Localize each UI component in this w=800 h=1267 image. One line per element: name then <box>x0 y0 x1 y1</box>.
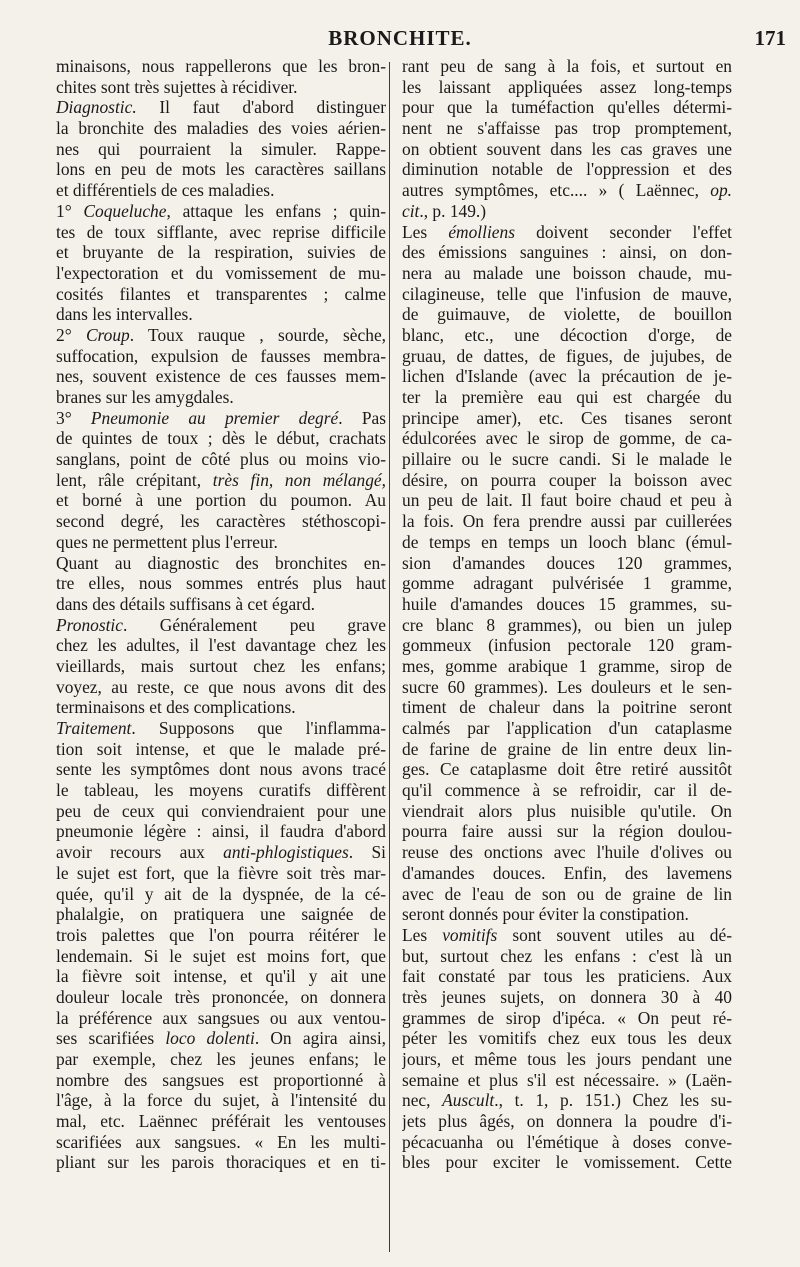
text-run: pour que la tuméfaction qu'elles détermi- <box>402 97 732 118</box>
text-line <box>56 1132 386 1153</box>
text-run: par exemple, chez les jeunes enfans; le <box>56 1049 386 1069</box>
text-line <box>56 511 386 532</box>
text-run: . Généralement peu grave <box>122 614 386 635</box>
text-run: jours, et même tous les jours pendant une <box>402 1049 732 1069</box>
text-run: anti-phlogistiques <box>223 842 349 863</box>
text-run: Traitement <box>56 718 132 738</box>
text-line <box>402 366 732 387</box>
text-run: le tableau, les moyens curatifs diffèrent <box>56 780 386 801</box>
text-line <box>402 1070 732 1091</box>
text-line <box>402 1152 732 1173</box>
text-run: rant peu de sang à la fois, et surtout en <box>402 56 732 76</box>
text-run: et bruyante de la respiration, suivies de <box>56 242 386 263</box>
text-run: le sujet est fort, que la fièvre soit très mar- <box>56 862 386 883</box>
text-line <box>56 553 386 574</box>
text-line <box>402 946 732 967</box>
text-line <box>402 801 732 822</box>
text-line <box>56 863 386 884</box>
text-run: chez les adultes, il l'est davantage chez les <box>56 635 386 656</box>
text-run: la bronchite des maladies des voies aérien- <box>56 118 386 139</box>
text-line <box>56 97 386 118</box>
text-run: lent, râle crépitant, <box>56 469 213 490</box>
text-line <box>402 97 732 118</box>
text-run: ques ne permettent plus l'erreur. <box>56 531 278 552</box>
text-run: et borné à une portion du poumon. Au <box>56 490 386 511</box>
text-line <box>56 697 386 718</box>
text-line <box>56 925 386 946</box>
text-line <box>402 1132 732 1153</box>
text-line <box>402 1090 732 1111</box>
text-line <box>402 449 732 470</box>
text-line <box>56 987 386 1008</box>
running-head: BRONCHITE. <box>328 26 472 50</box>
text-run: mal, etc. Laënnec préférait les ventouses <box>56 1111 386 1132</box>
text-run: l'expectoration et du vomissement de mu- <box>56 262 386 283</box>
text-line <box>402 118 732 139</box>
text-line <box>56 428 386 449</box>
text-run: mes, gomme arabique 1 gramme, sirop de <box>402 655 732 676</box>
text-line <box>56 739 386 760</box>
text-line <box>402 863 732 884</box>
text-line <box>56 180 386 201</box>
text-line <box>56 263 386 284</box>
text-run: pliant sur les parois thoraciques et en ti- <box>56 1152 386 1173</box>
text-line <box>56 284 386 305</box>
text-line <box>402 884 732 905</box>
text-run: cit <box>402 200 420 221</box>
text-line <box>56 573 386 594</box>
text-run: sont souvent utiles au dé- <box>497 924 732 945</box>
text-run: douleur locale très prononcée, on donnera <box>56 986 386 1007</box>
text-line <box>56 780 386 801</box>
text-run: qu'il commence à se refroidir, car il de- <box>402 780 732 801</box>
text-line <box>56 801 386 822</box>
text-run: chites sont très sujettes à récidiver. <box>56 76 298 97</box>
page-number: 171 <box>754 26 786 50</box>
text-run: reuse des onctions avec l'huile d'olives ou <box>402 842 732 863</box>
text-run: doivent seconder l'effet <box>514 221 732 242</box>
text-line <box>56 594 386 615</box>
text-line <box>402 304 732 325</box>
text-run: pourra faire aussi sur la région doulou- <box>402 821 732 842</box>
text-line <box>56 821 386 842</box>
text-line <box>402 56 732 77</box>
text-run: branes sur les amygdales. <box>56 387 234 407</box>
text-line <box>402 925 732 946</box>
text-run: second degré, les caractères stéthoscopi- <box>56 511 386 532</box>
text-run: vomitifs <box>442 924 498 945</box>
text-run: principe amer), etc. Ces tisanes seront <box>402 407 732 428</box>
text-run: Auscult <box>442 1090 495 1111</box>
text-line <box>402 553 732 574</box>
text-line <box>402 242 732 263</box>
text-run: sanglans, point de côté plus ou moins vio- <box>56 449 386 470</box>
text-run: semaine et plus s'il est nécessaire. » (Laën- <box>402 1069 732 1090</box>
text-run: émolliens <box>448 221 515 242</box>
text-line <box>402 677 732 698</box>
text-run: de temps en temps un looch blanc (émul- <box>402 531 732 552</box>
text-run: voyez, au reste, ce que nous avons dit des <box>56 676 386 697</box>
text-line <box>402 77 732 98</box>
text-run: . Supposons que l'inflamma- <box>131 718 386 738</box>
text-run: on obtient souvent dans les cas graves une <box>402 138 732 159</box>
text-line <box>402 263 732 284</box>
text-run: scarifiées aux sangsues. « En les multi- <box>56 1131 386 1152</box>
text-line <box>402 966 732 987</box>
text-line <box>56 718 386 739</box>
text-line <box>56 946 386 967</box>
text-run: 3° <box>56 407 91 428</box>
text-run: op. <box>710 180 732 201</box>
text-run: la préférence aux sangsues ou aux ventou- <box>56 1007 386 1028</box>
text-run: Les <box>402 924 443 945</box>
text-line <box>402 346 732 367</box>
text-line <box>402 821 732 842</box>
text-run: minaisons, nous rappellerons que les bron- <box>56 56 386 76</box>
text-line <box>56 56 386 77</box>
text-run: seront donnés pour éviter la constipation. <box>402 904 689 925</box>
text-run: nera au malade une boisson chaude, mu- <box>402 262 732 283</box>
text-run: tes de toux sifflante, avec reprise difficile <box>56 221 386 242</box>
text-line <box>402 987 732 1008</box>
text-line <box>402 284 732 305</box>
text-run: huile d'amandes douces 15 grammes, su- <box>402 593 732 614</box>
text-run: très jeunes sujets, on donnera 30 à 40 <box>402 986 732 1007</box>
left-column <box>56 56 386 1173</box>
text-line <box>402 1049 732 1070</box>
text-line <box>402 780 732 801</box>
text-run: des émissions sanguines : ainsi, on don- <box>402 242 732 263</box>
text-run: diminution notable de l'oppression et des <box>402 159 732 180</box>
text-run: ., t. 1, p. 151.) Chez les su- <box>494 1090 732 1111</box>
text-line <box>402 1008 732 1029</box>
text-run: sion d'amandes douces 120 grammes, <box>402 552 732 573</box>
text-run: peu de ceux qui conviendraient pour une <box>56 800 386 821</box>
text-line <box>402 842 732 863</box>
text-line <box>56 304 386 325</box>
text-line <box>402 1111 732 1132</box>
text-line <box>402 532 732 553</box>
text-line <box>402 470 732 491</box>
text-run: . Pas <box>338 407 386 428</box>
text-run: ges. Ce cataplasme doit être retiré aussitôt <box>402 759 732 780</box>
text-run: . Toux rauque , sourde, sèche, <box>129 324 386 345</box>
text-line <box>56 366 386 387</box>
text-run: gommeux (infusion pectorale 120 gram- <box>402 635 732 656</box>
text-run: trois palettes que l'on pourra réitérer le <box>56 924 386 945</box>
text-run: Diagnostic. <box>56 97 137 118</box>
text-run: vieillards, mais surtout chez les enfans; <box>56 655 386 676</box>
text-line <box>402 180 732 201</box>
text-run: avec de l'eau de son ou de graine de lin <box>402 883 732 904</box>
text-run: , attaque les enfans ; quin- <box>166 200 386 221</box>
text-line <box>56 1049 386 1070</box>
text-run: 2° <box>56 324 86 345</box>
text-run: suffocation, expulsion de fausses membra- <box>56 345 386 366</box>
text-line <box>56 677 386 698</box>
text-line <box>402 139 732 160</box>
text-run: bles pour exciter le vomissement. Cette <box>402 1152 732 1173</box>
text-line <box>56 1070 386 1091</box>
text-run: terminaisons et des complications. <box>56 697 296 718</box>
text-run: phalalgie, on pratiquera une saignée de <box>56 904 386 925</box>
text-run: de farine de graine de lin entre deux lin- <box>402 738 732 759</box>
text-line <box>56 159 386 180</box>
right-column <box>402 56 732 1173</box>
text-line <box>56 118 386 139</box>
text-run: édulcorées avec le sirop de gomme, de ca- <box>402 428 732 449</box>
text-line <box>56 387 386 408</box>
text-run: péter les vomitifs chez eux tous les deux <box>402 1028 732 1049</box>
text-run: nec, <box>402 1090 443 1111</box>
text-line <box>402 490 732 511</box>
text-run: de guimauve, de violette, de bouillon <box>402 304 732 325</box>
text-run: Pneumonie au premier degré <box>90 407 339 428</box>
text-run: , <box>381 469 386 490</box>
text-run: calmés par l'application d'un cataplasme <box>402 718 732 738</box>
text-line <box>402 573 732 594</box>
text-run: les laissant appliquées assez long-temps <box>402 76 732 97</box>
text-run: ter la première eau qui est chargée du <box>402 387 732 407</box>
text-line <box>56 1008 386 1029</box>
text-run: nent ne s'affaisse pas trop promptement, <box>402 118 732 139</box>
text-run: lons en peu de mots les caractères saillans <box>56 159 386 180</box>
text-run: Les <box>402 221 449 242</box>
text-run: nes, souvent existence de ces fausses mem- <box>56 366 386 387</box>
text-run: cre blanc 8 grammes), ou bien un julep <box>402 614 732 635</box>
text-line <box>56 77 386 98</box>
text-run: Coqueluche <box>83 200 167 221</box>
text-line <box>402 387 732 408</box>
text-run: Quant au diagnostic des bronchites en- <box>56 552 386 573</box>
text-line <box>56 904 386 925</box>
text-run: grammes de sirop d'ipéca. « On peut ré- <box>402 1007 732 1028</box>
text-run: blanc, etc., une décoction d'orge, de <box>402 324 732 345</box>
text-line <box>402 325 732 346</box>
text-line <box>402 759 732 780</box>
text-run: jets plus âgés, on donnera la poudre d'i- <box>402 1111 732 1132</box>
text-line <box>56 242 386 263</box>
text-run: 1° <box>56 200 84 221</box>
text-line <box>402 904 732 925</box>
text-line <box>56 966 386 987</box>
text-run: timent de chaleur dans la poitrine seront <box>402 697 732 718</box>
text-line <box>56 1152 386 1173</box>
text-run: ses scarifiées <box>56 1028 166 1049</box>
text-run: sucre 60 grammes). Les douleurs et le sen- <box>402 676 732 697</box>
text-line <box>402 1028 732 1049</box>
text-run: l'âge, à la force du sujet, à l'intensité du <box>56 1090 386 1111</box>
text-line <box>56 635 386 656</box>
text-line <box>56 615 386 636</box>
text-line <box>56 490 386 511</box>
text-line <box>56 842 386 863</box>
text-line <box>56 1111 386 1132</box>
text-run: ., p. 149.) <box>419 200 487 221</box>
text-line <box>402 428 732 449</box>
page-header <box>0 22 800 54</box>
text-run: sente les symptômes dont nous avons tracé <box>56 759 386 780</box>
text-run: lendemain. Si le sujet est moins fort, que <box>56 945 386 966</box>
text-run: but, surtout chez les enfans : c'est là un <box>402 945 732 966</box>
text-run: quée, qu'il y ait de la dyspnée, de la cé- <box>56 883 386 904</box>
text-line <box>56 325 386 346</box>
text-run: tion soit intense, et que le malade pré- <box>56 738 386 759</box>
text-run: nes qui pourraient la simuler. Rappe- <box>56 138 386 159</box>
text-line <box>56 201 386 222</box>
text-run: cosités filantes et transparentes ; calme <box>56 283 386 304</box>
text-run: gruau, de dattes, de figues, de jujubes, de <box>402 345 732 366</box>
text-line <box>56 346 386 367</box>
text-run: la fièvre soit intense, et qu'il y ait une <box>56 966 386 987</box>
text-line <box>402 511 732 532</box>
text-run: d'amandes douces. Enfin, des lavemens <box>402 862 732 883</box>
text-run: et différentiels de ces maladies. <box>56 180 275 201</box>
text-line <box>402 222 732 243</box>
text-run: dans les intervalles. <box>56 304 193 325</box>
text-line <box>56 408 386 429</box>
text-line <box>402 718 732 739</box>
text-line <box>402 408 732 429</box>
text-run: très fin, non mélangé <box>212 469 382 490</box>
text-line <box>402 656 732 677</box>
text-line <box>402 635 732 656</box>
text-run: autres symptômes, etc.... » ( Laënnec, <box>402 180 711 201</box>
text-line <box>56 759 386 780</box>
text-line <box>56 656 386 677</box>
text-line <box>56 532 386 553</box>
text-run: nombre des sangsues est proportionné à <box>56 1069 386 1090</box>
text-run: loco dolenti <box>165 1028 255 1049</box>
text-run: de quintes de toux ; dès le début, crachats <box>56 428 386 449</box>
text-run: Croup <box>85 324 130 345</box>
text-line <box>56 884 386 905</box>
text-line <box>402 697 732 718</box>
text-run: la fois. On fera prendre aussi par cuillerées <box>402 511 732 532</box>
column-rule <box>389 62 390 1252</box>
text-run: . On agira ainsi, <box>254 1028 386 1049</box>
text-line <box>56 222 386 243</box>
text-line <box>402 594 732 615</box>
text-run: gomme adragant pulvérisée 1 gramme, <box>402 573 732 594</box>
text-line <box>56 1090 386 1111</box>
text-run: Pronostic <box>56 614 123 635</box>
text-line <box>56 449 386 470</box>
text-run: Il faut d'abord distinguer <box>136 97 386 118</box>
text-line <box>402 201 732 222</box>
text-run: cilagineuse, telle que l'infusion de mauve, <box>402 283 732 304</box>
text-run: viendrait alors plus nuisible qu'utile. On <box>402 800 732 821</box>
text-run: désire, on pourra couper la boisson avec <box>402 469 732 490</box>
text-run: un peu de lait. Il faut boire chaud et peu à <box>402 490 732 511</box>
text-line <box>402 159 732 180</box>
text-run: . Si <box>348 842 386 863</box>
text-run: tre elles, nous sommes entrés plus haut <box>56 573 386 594</box>
text-run: fait constaté par tous les praticiens. Aux <box>402 966 732 987</box>
text-run: dans des détails suffisans à cet égard. <box>56 593 316 614</box>
text-run: pécacuanha ou l'émétique à doses conve- <box>402 1131 732 1152</box>
text-run: pillaire ou le sucre candi. Si le malade le <box>402 449 732 470</box>
text-run: lichen d'Islande (avec la précaution de je- <box>402 366 732 387</box>
text-line <box>56 139 386 160</box>
text-line <box>402 739 732 760</box>
text-line <box>56 470 386 491</box>
text-run: avoir recours aux <box>56 842 224 863</box>
text-run: pneumonie légère : ainsi, il faudra d'abord <box>56 821 386 842</box>
text-line <box>56 1028 386 1049</box>
text-line <box>402 615 732 636</box>
